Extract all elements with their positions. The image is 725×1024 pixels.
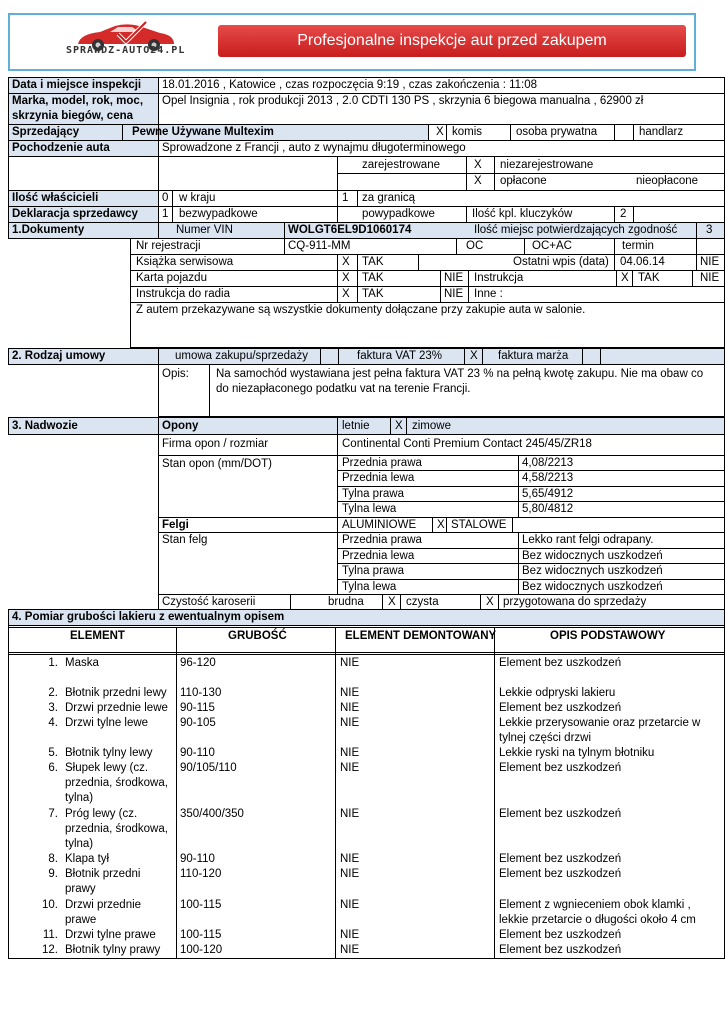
owners-abroad-count: 1 xyxy=(342,192,349,204)
paint-row-element: Maska xyxy=(65,657,99,669)
paint-row-number: 6. xyxy=(48,762,58,774)
paint-row-thickness: 90-110 xyxy=(180,853,215,865)
seller-private: osoba prywatna xyxy=(516,126,598,138)
tires-summer: letnie xyxy=(342,420,370,432)
rims-alu: ALUMINIOWE xyxy=(342,519,417,531)
paint-row-element-cont: przednia, środkowa, xyxy=(65,823,168,835)
service-nie: NIE xyxy=(700,256,720,268)
paint-row-thickness: 110-120 xyxy=(180,868,222,880)
unpaid: nieopłacone xyxy=(636,175,699,187)
manual-tak: TAK xyxy=(638,272,660,284)
paint-row-thickness: 350/400/350 xyxy=(180,808,244,820)
tire-brand-value: Continental Conti Premium Contact 245/45/ZR18 xyxy=(342,438,592,450)
paint-row-element: Drzwi przednie xyxy=(65,899,142,911)
paint-row-thickness: 100-120 xyxy=(180,944,223,956)
tire-pos: Tylna prawa xyxy=(342,488,405,500)
paint-row-removed: NIE xyxy=(340,853,360,865)
tire-state-label: Stan opon (mm/DOT) xyxy=(162,458,272,470)
seller-name: Pewne Używane Multexim xyxy=(132,126,274,138)
paint-row-element-cont: prawe xyxy=(65,914,97,926)
seller-komis: komis xyxy=(452,126,483,138)
seller-komis-x: X xyxy=(436,126,444,138)
paint-row-element: Błotnik przedni xyxy=(65,868,141,880)
radio-label: Instrukcja do radia xyxy=(136,288,230,300)
paint-row-desc: Element bez uszkodzeń xyxy=(499,929,622,941)
paid-x: X xyxy=(474,175,482,187)
rim-val: Lekko rant felgi odrapany. xyxy=(522,534,654,546)
rim-pos: Tylna lewa xyxy=(342,581,397,593)
manual-label: Instrukcja xyxy=(474,272,524,284)
tire-pos: Przednia prawa xyxy=(342,457,422,469)
paint-row-element-cont: tylna) xyxy=(65,838,94,850)
paint-row-desc: Element z wgnieceniem obok klamki , xyxy=(499,899,691,911)
paint-row-removed: NIE xyxy=(340,747,360,759)
paint-row-removed: NIE xyxy=(340,929,360,941)
paint-row-number: 2. xyxy=(48,687,58,699)
car-value: Opel Insignia , rok produkcji 2013 , 2.0 CDTI 130 PS , skrzynia 6 biegowa manualna , 62900 zł xyxy=(162,95,644,107)
manual-nie: NIE xyxy=(700,272,720,284)
reg-value: CQ-911-MM xyxy=(288,240,351,252)
tires-winter-x: X xyxy=(395,420,403,432)
tires-winter: zimowe xyxy=(412,420,451,432)
paint-row-removed: NIE xyxy=(340,687,360,699)
col-element: ELEMENT xyxy=(70,630,125,642)
paint-row-desc: Element bez uszkodzeń xyxy=(499,702,622,714)
clean-dirty: brudna xyxy=(328,596,364,608)
tire-brand-label: Firma opon / rozmiar xyxy=(162,438,269,450)
declaration-label: Deklaracja sprzedawcy xyxy=(12,208,138,220)
contract-opt3: faktura marża xyxy=(498,350,569,362)
radio-nie: NIE xyxy=(444,288,464,300)
service-x: X xyxy=(342,256,350,268)
origin-label: Pochodzenie auta xyxy=(12,142,110,154)
seats-label: Ilość miejsc potwierdzających zgodność xyxy=(474,224,678,236)
paid: opłacone xyxy=(500,175,547,187)
logo-text: SPRAWDZ-AUTO24.PL xyxy=(66,45,186,56)
clean-label: Czystość karoserii xyxy=(162,596,256,608)
paint-row-removed: NIE xyxy=(340,868,360,880)
paint-row-element-cont: przednia, środkowa, xyxy=(65,777,168,789)
paint-row-number: 11. xyxy=(42,929,58,941)
tire-val: 4,08/2213 xyxy=(522,457,574,469)
paint-row-removed: NIE xyxy=(340,899,360,911)
card-nie: NIE xyxy=(444,272,464,284)
paint-row-element: Drzwi tylne lewe xyxy=(65,717,149,729)
owners-label: Ilość właścicieli xyxy=(12,192,99,204)
seller-label: Sprzedający xyxy=(12,126,80,138)
keys-count: 2 xyxy=(620,208,627,220)
paint-row-desc: Element bez uszkodzeń xyxy=(499,944,622,956)
rim-pos: Przednia lewa xyxy=(342,550,415,562)
paint-row-element: Błotnik przedni lewy xyxy=(65,687,167,699)
last-entry-label: Ostatni wpis (data) xyxy=(513,256,609,268)
paint-row-number: 4. xyxy=(48,717,58,729)
paint-row-number: 10. xyxy=(42,899,58,911)
chassis-section: 3. Nadwozie xyxy=(12,420,78,432)
paint-row-desc: Element bez uszkodzeń xyxy=(499,657,622,669)
owners-domestic: w kraju xyxy=(179,192,216,204)
paint-row-removed: NIE xyxy=(340,762,360,774)
paint-row-thickness: 100-115 xyxy=(180,929,222,941)
paint-row-desc-cont: tylnej części drzwi xyxy=(499,732,592,744)
rims-steel: STALOWE xyxy=(451,519,507,531)
paint-row-number: 7. xyxy=(48,808,58,820)
seats-value: 3 xyxy=(706,224,713,236)
tire-pos: Przednia lewa xyxy=(342,472,415,484)
owners-domestic-count: 0 xyxy=(162,192,169,204)
declaration-count: 1 xyxy=(162,208,169,220)
rim-pos: Przednia prawa xyxy=(342,534,422,546)
tire-pos: Tylna lewa xyxy=(342,503,397,515)
paint-row-removed: NIE xyxy=(340,808,360,820)
paint-row-element: Klapa tył xyxy=(65,853,110,865)
documents-section: 1.Dokumenty xyxy=(12,224,85,236)
paint-row-number: 12. xyxy=(42,944,58,956)
paint-row-thickness: 90/105/110 xyxy=(180,762,237,774)
paint-row-desc: Element bez uszkodzeń xyxy=(499,808,622,820)
clean-x: X xyxy=(388,596,396,608)
paint-row-desc: Lekkie przerysowanie oraz przetarcie w xyxy=(499,717,701,729)
paint-row-number: 9. xyxy=(48,868,58,880)
declaration-damage: powypadkowe xyxy=(362,208,435,220)
paint-row-thickness: 110-130 xyxy=(180,687,222,699)
manual-x: X xyxy=(621,272,629,284)
rim-val: Bez widocznych uszkodzeń xyxy=(522,565,663,577)
tire-val: 5,80/4812 xyxy=(522,503,574,515)
vin-label: Numer VIN xyxy=(176,224,233,236)
tire-val: 4,58/2213 xyxy=(522,472,574,484)
origin-value: Sprowadzone z Francji , auto z wynajmu długoterminowego xyxy=(162,142,466,154)
paint-row-element-cont: tylna) xyxy=(65,792,94,804)
ocac: OC+AC xyxy=(532,240,572,252)
service-tak: TAK xyxy=(362,256,384,268)
declaration-nodamage: bezwypadkowe xyxy=(179,208,258,220)
rim-val: Bez widocznych uszkodzeń xyxy=(522,581,663,593)
contract-opt2: faktura VAT 23% xyxy=(357,350,443,362)
contract-section: 2. Rodzaj umowy xyxy=(12,350,106,362)
clean-prepared: przygotowana do sprzedaży xyxy=(503,596,647,608)
term: termin xyxy=(622,240,654,252)
paint-row-removed: NIE xyxy=(340,657,360,669)
owners-abroad: za granicą xyxy=(362,192,416,204)
keys-label: Ilość kpl. kluczyków xyxy=(472,208,573,220)
contract-desc-label: Opis: xyxy=(162,368,189,380)
paint-row-element: Błotnik tylny lewy xyxy=(65,747,153,759)
paint-row-thickness: 100-115 xyxy=(180,899,222,911)
col-thickness: GRUBOŚĆ xyxy=(228,630,287,642)
radio-tak: TAK xyxy=(362,288,384,300)
rim-val: Bez widocznych uszkodzeń xyxy=(522,550,663,562)
contract-desc-text: Na samochód wystawiana jest pełna faktura VAT 23 % na pełną kwotę zakupu. Nie ma obaw co do niezapłaconego podatku vat na terenie Francji. xyxy=(216,368,704,395)
paint-row-number: 1. xyxy=(48,657,58,669)
tires-label: Opony xyxy=(162,420,199,432)
documents-note: Z autem przekazywane są wszystkie dokumenty dołączane przy zakupie auta w salonie. xyxy=(136,304,586,316)
paint-row-desc: Element bez uszkodzeń xyxy=(499,868,622,880)
tire-val: 5,65/4912 xyxy=(522,488,574,500)
reg-label: Nr rejestracji xyxy=(136,240,201,252)
clean-prepared-x: X xyxy=(486,596,494,608)
paint-row-element: Błotnik tylny prawy xyxy=(65,944,161,956)
paint-row-number: 8. xyxy=(48,853,58,865)
paint-row-element: Słupek lewy (cz. xyxy=(65,762,149,774)
contract-opt1: umowa zakupu/sprzedaży xyxy=(175,350,308,362)
paint-row-desc: Lekkie ryski na tylnym błotniku xyxy=(499,747,655,759)
paint-row-removed: NIE xyxy=(340,717,360,729)
service-label: Książka serwisowa xyxy=(136,256,234,268)
paint-row-desc: Element bez uszkodzeń xyxy=(499,853,622,865)
vin-value: WOLGT6EL9D1060174 xyxy=(288,224,412,236)
date-label: Data i miejsce inspekcji xyxy=(12,79,142,91)
paint-section: 4. Pomiar grubości lakieru z ewentualnym opisem xyxy=(12,611,285,623)
unregistered: niezarejestrowane xyxy=(500,159,594,171)
date-value: 18.01.2016 , Katowice , czas rozpoczęcia 9:19 , czas zakończenia : 11:08 xyxy=(162,79,538,91)
radio-x: X xyxy=(342,288,350,300)
col-desc: OPIS PODSTAWOWY xyxy=(550,630,666,642)
paint-row-element: Próg lewy (cz. xyxy=(65,808,138,820)
paint-row-thickness: 90-105 xyxy=(180,717,216,729)
rim-pos: Tylna prawa xyxy=(342,565,405,577)
registered: zarejestrowane xyxy=(362,159,440,171)
other-label: Inne : xyxy=(474,288,503,300)
banner-title: Profesjonalne inspekcje aut przed zakupem xyxy=(218,25,686,57)
paint-row-thickness: 90-115 xyxy=(180,702,215,714)
card-tak: TAK xyxy=(362,272,384,284)
paint-row-thickness: 96-120 xyxy=(180,657,216,669)
oc: OC xyxy=(466,240,484,252)
contract-x: X xyxy=(470,350,478,362)
paint-row-removed: NIE xyxy=(340,702,360,714)
col-removed: ELEMENT DEMONTOWANY xyxy=(345,630,497,642)
paint-row-element: Drzwi przednie lewe xyxy=(65,702,168,714)
car-label-1: Marka, model, rok, moc, xyxy=(12,95,144,107)
last-entry-value: 04.06.14 xyxy=(620,256,665,268)
paint-row-desc: Lekkie odpryski lakieru xyxy=(499,687,616,699)
paint-row-number: 3. xyxy=(48,702,58,714)
registered-x: X xyxy=(474,159,482,171)
paint-row-desc-cont: lekkie przetarcie o długości około 4 cm xyxy=(499,914,696,926)
paint-row-removed: NIE xyxy=(340,944,360,956)
paint-row-element-cont: prawy xyxy=(65,883,96,895)
paint-row-desc: Element bez uszkodzeń xyxy=(499,762,622,774)
paint-row-number: 5. xyxy=(48,747,58,759)
rims-label: Felgi xyxy=(162,519,189,531)
card-label: Karta pojazdu xyxy=(136,272,207,284)
card-x: X xyxy=(342,272,350,284)
rims-steel-x: X xyxy=(437,519,445,531)
clean-clean: czysta xyxy=(406,596,439,608)
paint-row-element: Drzwi tylne prawe xyxy=(65,929,156,941)
car-label-2: skrzynia biegów, cena xyxy=(12,110,134,122)
seller-dealer: handlarz xyxy=(639,126,684,138)
paint-row-thickness: 90-110 xyxy=(180,747,215,759)
rim-state-label: Stan felg xyxy=(162,534,208,546)
